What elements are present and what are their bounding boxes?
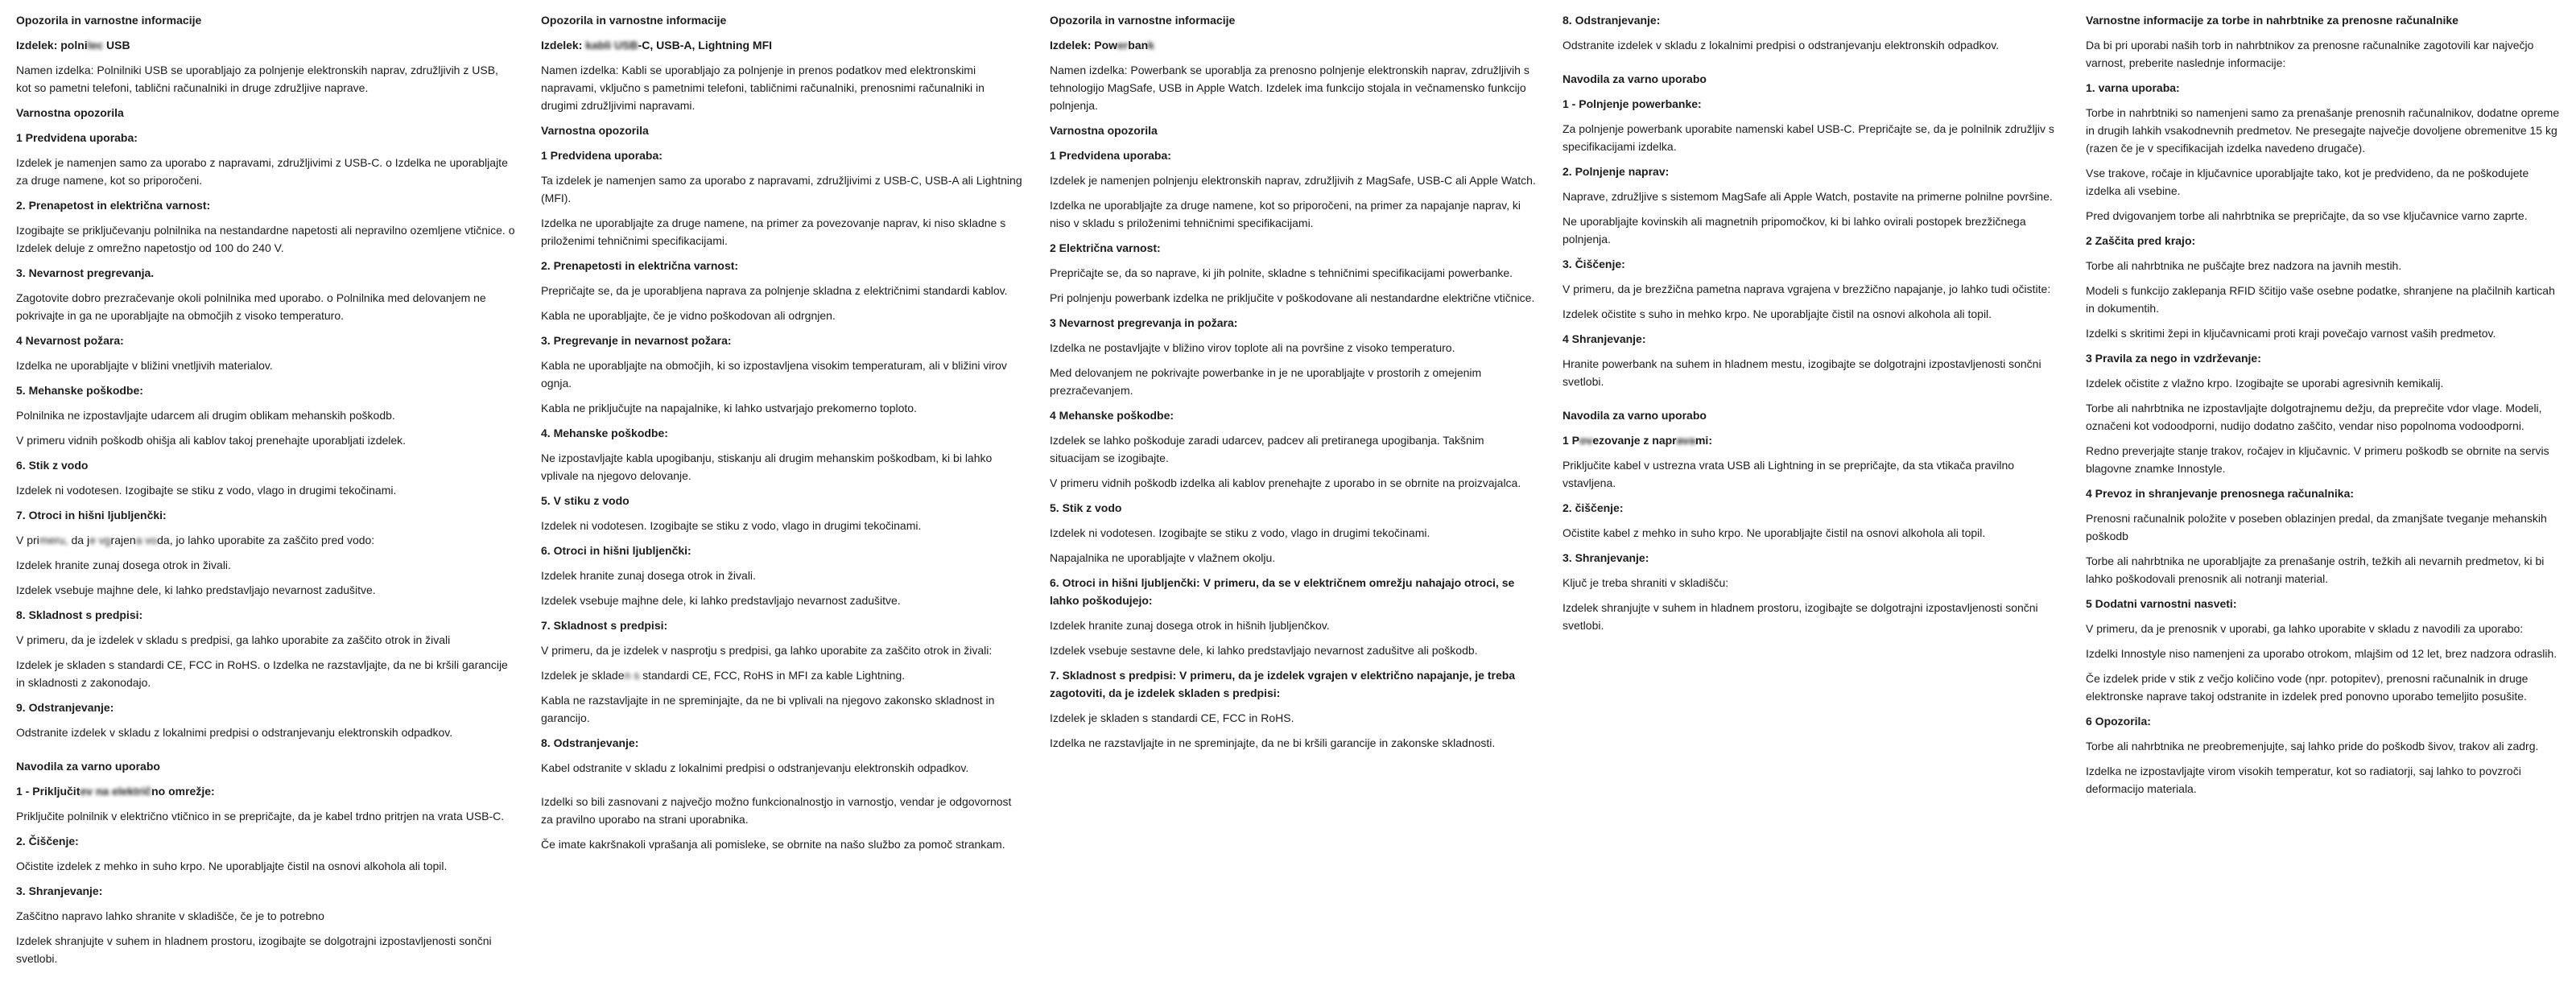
heading: 3. Nevarnost pregrevanja. [16, 266, 155, 279]
heading: 4. Mehanske poškodbe: [541, 427, 668, 439]
heading: 3 Nevarnost pregrevanja in požara: [1050, 316, 1238, 329]
paragraph: Izdelka ne postavljajte v bližino virov toplote ali na površine z visoko temperaturo. [1050, 341, 1455, 354]
redacted-text: e vg [89, 534, 111, 546]
heading [16, 782, 515, 800]
paragraph: Odstranite izdelek v skladu z lokalnimi predpisi o odstranjevanju elektronskih odpadkov. [16, 726, 453, 739]
paragraph: Torbe ali nahrbtnika ne puščajte brez nadzora na javnih mestih. [2086, 259, 2402, 272]
paragraph: Zagotovite dobro prezračevanje okoli polnilnika med uporabo. o Polnilnika med delovanjem ne pokrivajte in ga ne uporabljajte na območjih z visoko temperaturo. [16, 291, 486, 322]
paragraph: Torbe ali nahrbtnika ne izpostavljajte dolgotrajnemu dežju, da preprečite vdor vlage. Modeli, označeni kot vodoodporni, nudijo dodatno zaščito, vendar niso popolnoma vodoodporni. [2086, 402, 2542, 432]
text-run: da, jo lahko uporabite za zaščito pred vodo: [157, 534, 375, 546]
redacted-text: er [1117, 39, 1129, 52]
heading: 3. Shranjevanje: [1563, 551, 1649, 564]
heading: Opozorila in varnostne informacije [16, 14, 202, 27]
paragraph: Prepričajte se, da so naprave, ki jih polnite, skladne s tehničnimi specifikacijami powerbanke. [1050, 266, 1513, 279]
paragraph: Če izdelek pride v stik z večjo količino vode (npr. potopitev), prenosni računalnik in druge elektronske naprave takoj odstranite in izdelek pred ponovno uporabo temeljito posušite. [2086, 672, 2529, 703]
paragraph: Namen izdelka: Powerbank se uporablja za prenosno polnjenje elektronskih naprav, združljivih s tehnologijo MagSafe, USB in Apple Watch. Izdelek ima funkcijo stojala in večnamensko funkcijo polnjenja. [1050, 64, 1530, 112]
paragraph: Izdelek hranite zunaj dosega otrok in hišnih ljubljenčkov. [1050, 619, 1330, 632]
paragraph: V primeru, da je izdelek v skladu s predpisi, ga lahko uporabite za zaščito otrok in živali [16, 633, 451, 646]
paragraph: Da bi pri uporabi naših torb in nahrbtnikov za prenosne računalnike zagotovili kar največjo varnost, preberite naslednje informacije: [2086, 39, 2534, 69]
text-run: no omrežje: [151, 785, 215, 798]
paragraph: Priključite polnilnik v električno vtičnico in se prepričajte, da je kabel trdno pritrjen na vrata USB-C. [16, 810, 505, 823]
heading: 1 Predvidena uporaba: [1050, 149, 1171, 162]
paragraph: Izdelek shranjujte v suhem in hladnem prostoru, izogibajte se dolgotrajni izpostavljenosti sončni svetlobi. [1563, 601, 2038, 632]
paragraph: Izdelek hranite zunaj dosega otrok in živali. [16, 559, 231, 571]
heading: 5. V stiku z vodo [541, 494, 630, 507]
heading: 6. Otroci in hišni ljubljenčki: [541, 544, 691, 557]
heading: 5. Mehanske poškodbe: [16, 384, 143, 397]
paragraph: Izdelek ni vodotesen. Izogibajte se stiku z vodo, vlago in drugimi tekočinami. [541, 519, 922, 532]
redacted-text: ov [1579, 434, 1593, 447]
heading: 5. Stik z vodo [1050, 501, 1122, 514]
paragraph: Odstranite izdelek v skladu z lokalnimi predpisi o odstranjevanju elektronskih odpadkov. [1563, 39, 2000, 52]
paragraph: Izdelek ni vodotesen. Izogibajte se stiku z vodo, vlago in drugimi tekočinami. [1050, 526, 1430, 539]
heading: 4 Shranjevanje: [1563, 332, 1646, 345]
paragraph: Torbe ali nahrbtnika ne uporabljajte za prenašanje ostrih, težkih ali nevarnih predmetov, ki bi lahko poškodovali prenosnik ali notranji material. [2086, 555, 2545, 585]
column-5 [2086, 11, 2566, 1006]
text-run: -C, USB-A, Lightning MFI [638, 39, 773, 52]
heading: 6. Otroci in hišni ljubljenčki: V primeru, da se v električnem omrežju nahajajo otroci, se lahko poškodujejo: [1050, 576, 1515, 607]
heading [1050, 36, 1537, 54]
paragraph: Kabla ne uporabljajte na območjih, ki so izpostavljena visokim temperaturam, ali v bližini virov ognja. [541, 359, 1007, 390]
heading: Navodila za varno uporabo [1563, 72, 1707, 85]
paragraph: Izdelek hranite zunaj dosega otrok in živali. [541, 569, 756, 582]
redacted-text: n s [624, 669, 640, 682]
heading [541, 36, 1024, 54]
heading: 9. Odstranjevanje: [16, 701, 114, 714]
heading: 6. Stik z vodo [16, 459, 89, 472]
paragraph: Ne izpostavljajte kabla upogibanju, stiskanju ali drugim mehanskim poškodbam, ki bi lahko vplivale na njegovo delovanje. [541, 451, 993, 482]
paragraph: Modeli s funkcijo zaklepanja RFID ščitijo vaše osebne podatke, shranjene na plačilnih karticah in dokumentih. [2086, 284, 2555, 315]
paragraph: Naprave, združljive s sistemom MagSafe ali Apple Watch, postavite na primerne polnilne površine. [1563, 190, 2053, 203]
paragraph: Izdelek očistite s suho in mehko krpo. Ne uporabljajte čistil na osnovi alkohola ali topil. [1563, 307, 1992, 320]
redacted-text: ava [1676, 434, 1695, 447]
paragraph: Med delovanjem ne pokrivajte powerbanke in je ne uporabljajte v prostorih z omejenim prezračevanjem. [1050, 366, 1482, 397]
heading: Opozorila in varnostne informacije [541, 14, 727, 27]
paragraph: Če imate kakršnakoli vprašanja ali pomisleke, se obrnite na našo službo za pomoč strankam. [541, 838, 1005, 851]
heading: 7. Skladnost s predpisi: V primeru, da je izdelek vgrajen v električno napajanje, je treba zagotoviti, da je izdelek skladen s predpisi: [1050, 669, 1516, 699]
heading: 3. Pregrevanje in nevarnost požara: [541, 334, 732, 347]
paragraph: Priključite kabel v ustrezna vrata USB ali Lightning in se prepričajte, da sta vtikača pravilno vstavljena. [1563, 459, 2015, 489]
paragraph: V primeru vidnih poškodb ohišja ali kablov takoj prenehajte uporabljati izdelek. [16, 434, 407, 447]
paragraph: Pri polnjenju powerbank izdelka ne priključite v poškodovane ali nestandardne električne vtičnice. [1050, 291, 1535, 304]
text-run: Izdelek: [541, 39, 586, 52]
paragraph: Izdelek ni vodotesen. Izogibajte se stiku z vodo, vlago in drugimi tekočinami. [16, 484, 397, 497]
heading: Opozorila in varnostne informacije [1050, 14, 1236, 27]
paragraph: Zaščitno napravo lahko shranite v skladišče, če je to potrebno [16, 909, 324, 922]
paragraph: V primeru, da je prenosnik v uporabi, ga lahko uporabite v skladu z navodili za uporabo: [2086, 622, 2524, 635]
paragraph: Kabla ne priključujte na napajalnike, ki lahko ustvarjajo prekomerno toploto. [541, 402, 917, 414]
paragraph: Izdelek se lahko poškoduje zaradi udarcev, padcev ali pretiranega upogibanja. Takšnim situacijam se izogibajte. [1050, 434, 1484, 464]
paragraph: Torbe ali nahrbtnika ne preobremenjujte, saj lahko pride do poškodb šivov, trakov ali zadrg. [2086, 740, 2539, 752]
column-2 [541, 11, 1024, 1006]
heading [16, 36, 515, 54]
heading: Navodila za varno uporabo [1563, 409, 1707, 422]
paragraph: Kabel odstranite v skladu z lokalnimi predpisi o odstranjevanju elektronskih odpadkov. [541, 761, 969, 774]
heading: 2 Zaščita pred krajo: [2086, 234, 2196, 247]
heading: 1. varna uporaba: [2086, 81, 2180, 94]
text-run: ezovanje z napr [1592, 434, 1677, 447]
heading: 2. Prenapetosti in električna varnost: [541, 259, 739, 272]
paragraph: Izdelek je namenjen polnjenju elektronskih naprav, združljivih z MagSafe, USB-C ali Apple Watch. [1050, 174, 1536, 187]
text-run: 1 - Priključit [16, 785, 80, 798]
paragraph: V primeru vidnih poškodb izdelka ali kablov prenehajte z uporabo in se obrnite na proizvajalca. [1050, 476, 1521, 489]
text-run: Izdelek: Pow [1050, 39, 1118, 52]
text-run: standardi CE, FCC, RoHS in MFI za kable Lightning. [639, 669, 906, 682]
redacted-text: meru, [39, 534, 72, 546]
heading: 2. Polnjenje naprav: [1563, 165, 1670, 178]
heading: Varnostna opozorila [16, 106, 124, 119]
paragraph: Izdelka ne izpostavljajte virom visokih temperatur, kot so radiatorji, saj lahko to povzroči deformacijo materiala. [2086, 765, 2521, 795]
paragraph: Izdelek shranjujte v suhem in hladnem prostoru, izogibajte se dolgotrajni izpostavljenosti sončni svetlobi. [16, 934, 492, 965]
redacted-text: a vo [135, 534, 158, 546]
paragraph [16, 531, 515, 549]
text-run: 1 P [1563, 434, 1580, 447]
paragraph: Izdelek vsebuje majhne dele, ki lahko predstavljajo nevarnost zadušitve. [16, 583, 376, 596]
column-4 [1563, 11, 2060, 1006]
heading: 5 Dodatni varnostni nasveti: [2086, 597, 2237, 610]
paragraph: Napajalnika ne uporabljajte v vlažnem okolju. [1050, 551, 1276, 564]
heading: Navodila za varno uporabo [16, 760, 160, 773]
paragraph: Izdelek je skladen s standardi CE, FCC in RoHS. o Izdelka ne razstavljajte, da ne bi kršili garancije in skladnosti z zakonodajo. [16, 658, 508, 689]
heading: 2. Čiščenje: [16, 835, 79, 847]
text-run: Izdelek: polni [16, 39, 88, 52]
paragraph: Izdelki so bili zasnovani z največjo možno funkcionalnostjo in varnostjo, vendar je odgovornost za pravilno uporabo na strani uporabnika. [541, 795, 1012, 826]
heading: Varnostna opozorila [541, 124, 649, 137]
paragraph: Hranite powerbank na suhem in hladnem mestu, izogibajte se dolgotrajni izpostavljenosti sončni svetlobi. [1563, 357, 2041, 388]
paragraph: Izdelek je skladen s standardi CE, FCC in RoHS. [1050, 711, 1294, 724]
paragraph: Očistite kabel z mehko in suho krpo. Ne uporabljajte čistil na osnovi alkohola ali topil. [1563, 526, 1986, 539]
heading: 8. Odstranjevanje: [1563, 14, 1661, 27]
heading: 1 Predvidena uporaba: [16, 131, 138, 144]
text-run: V pri [16, 534, 39, 546]
heading: 4 Nevarnost požara: [16, 334, 124, 347]
heading: 3. Shranjevanje: [16, 884, 103, 897]
paragraph: Vse trakove, ročaje in ključavnice uporabljajte tako, kot je predvideno, da ne poškodujete izdelka ali vsebine. [2086, 167, 2529, 197]
paragraph: Ta izdelek je namenjen samo za uporabo z napravami, združljivimi z USB-C, USB-A ali Lightning (MFI). [541, 174, 1022, 204]
paragraph: V primeru, da je izdelek v nasprotju s predpisi, ga lahko uporabite za zaščito otrok in živali: [541, 644, 993, 657]
paragraph: Ne uporabljajte kovinskih ali magnetnih pripomočkov, ki bi lahko ovirali postopek brezžičnega polnjenja. [1563, 215, 2026, 245]
paragraph: Namen izdelka: Kabli se uporabljajo za polnjenje in prenos podatkov med elektronskimi napravami, vključno s pametnimi telefoni, tabličnimi računalniki, prenosnimi računalniki in drugimi združljivimi napravami. [541, 64, 985, 112]
paragraph: Ključ je treba shraniti v skladišču: [1563, 576, 1729, 589]
heading: 8. Skladnost s predpisi: [16, 608, 143, 621]
paragraph: Izdelka ne uporabljajte za druge namene, na primer za povezovanje naprav, ki niso skladne s priloženimi tehničnimi specifikacijami. [541, 216, 1006, 247]
text-run: rajen [110, 534, 136, 546]
paragraph: Izdelki s skritimi žepi in ključavnicami proti kraji povečajo varnost vaših predmetov. [2086, 327, 2496, 340]
heading: 3. Čiščenje: [1563, 258, 1625, 270]
paragraph: Kabla ne uporabljajte, če je vidno poškodovan ali odrgnjen. [541, 309, 836, 322]
paragraph: Izdelek očistite z vlažno krpo. Izogibajte se uporabi agresivnih kemikalij. [2086, 377, 2444, 390]
redacted-text: kabli USB [585, 39, 638, 52]
paragraph: V primeru, da je brezžična pametna naprava vgrajena v brezžično napajanje, jo lahko tudi očistite: [1563, 282, 2051, 295]
heading: 2 Električna varnost: [1050, 241, 1161, 254]
paragraph: Izogibajte se priključevanju polnilnika na nestandardne napetosti ali nepravilno ozemljene vtičnice. o Izdelek deluje z omrežno napetostjo od 100 do 240 V. [16, 224, 515, 254]
paragraph: Izdelki Innostyle niso namenjeni za uporabo otrokom, mlajšim od 12 let, brez nadzora odraslih. [2086, 647, 2557, 660]
heading [1563, 431, 2060, 449]
heading: 4 Prevoz in shranjevanje prenosnega računalnika: [2086, 487, 2355, 500]
heading: 1 Predvidena uporaba: [541, 149, 663, 162]
paragraph: Namen izdelka: Polnilniki USB se uporabljajo za polnjenje elektronskih naprav, združljivih z USB, kot so pametni telefoni, tablični računalniki in druge združljive naprave. [16, 64, 498, 94]
heading: 2. Prenapetost in električna varnost: [16, 199, 211, 212]
heading: 6 Opozorila: [2086, 715, 2151, 728]
redacted-text: k [1148, 39, 1154, 52]
column-1 [16, 11, 515, 1006]
text-run: ban [1128, 39, 1149, 52]
paragraph [541, 666, 1024, 684]
paragraph: Očistite izdelek z mehko in suho krpo. Ne uporabljajte čistil na osnovi alkohola ali topil. [16, 860, 448, 872]
redacted-text: ev na električ [80, 785, 152, 798]
heading: Varnostne informacije za torbe in nahrbtnike za prenosne računalnike [2086, 14, 2458, 27]
paragraph: Pred dvigovanjem torbe ali nahrbtnika se prepričajte, da so vse ključavnice varno zaprte. [2086, 209, 2528, 222]
text-run: Izdelek je sklade [541, 669, 625, 682]
paragraph: Prepričajte se, da je uporabljena naprava za polnjenje skladna z električnimi standardi kablov. [541, 284, 1008, 297]
heading: 3 Pravila za nego in vzdrževanje: [2086, 352, 2261, 365]
text-run: mi: [1695, 434, 1712, 447]
paragraph: Kabla ne razstavljajte in ne spreminjajte, da ne bi vplivali na njegovo zakonsko skladnost in garancijo. [541, 694, 995, 724]
heading: Varnostna opozorila [1050, 124, 1158, 137]
heading: 1 - Polnjenje powerbanke: [1563, 97, 1702, 110]
heading: 4 Mehanske poškodbe: [1050, 409, 1174, 422]
heading: 8. Odstranjevanje: [541, 736, 639, 749]
paragraph: Torbe in nahrbtniki so namenjeni samo za prenašanje prenosnih računalnikov, dodatne opreme in drugih lahkih vsakodnevnih predmetov. Ne presegajte največje dovoljene obremenitve 15 kg (razen če je v specifikacijah izdelka navedeno drugače). [2086, 106, 2560, 155]
column-3 [1050, 11, 1537, 1006]
paragraph: Izdelek je namenjen samo za uporabo z napravami, združljivimi z USB-C. o Izdelka ne uporabljajte za druge namene, kot so priporočeni. [16, 156, 508, 187]
paragraph: Izdelek vsebuje sestavne dele, ki lahko predstavljajo nevarnost zadušitve ali poškodb. [1050, 644, 1478, 657]
paragraph: Polnilnika ne izpostavljajte udarcem ali drugim oblikam mehanskih poškodb. [16, 409, 395, 422]
text-run: da j [71, 534, 90, 546]
heading: 2. čiščenje: [1563, 501, 1624, 514]
heading: 7. Otroci in hišni ljubljenčki: [16, 509, 167, 522]
heading: 7. Skladnost s predpisi: [541, 619, 668, 632]
paragraph: Prenosni računalnik položite v poseben oblazinjen predal, da zmanjšate tveganje mehanskih poškodb [2086, 512, 2547, 542]
paragraph: Za polnjenje powerbank uporabite namenski kabel USB-C. Prepričajte se, da je polnilnik združljiv s specifikacijami izdelka. [1563, 122, 2054, 153]
paragraph: Izdelka ne uporabljajte v bližini vnetljivih materialov. [16, 359, 273, 372]
paragraph: Izdelek vsebuje majhne dele, ki lahko predstavljajo nevarnost zadušitve. [541, 594, 901, 607]
redacted-text: lec [87, 39, 104, 52]
paragraph: Izdelka ne uporabljajte za druge namene, kot so priporočeni, na primer za napajanje naprav, ki niso v skladu s priloženimi tehničnimi specifikacijami. [1050, 199, 1521, 229]
paragraph: Redno preverjajte stanje trakov, ročajev in ključavnic. V primeru poškodb se obrnite na servis blagovne znamke Innostyle. [2086, 444, 2549, 475]
text-run: USB [103, 39, 130, 52]
paragraph: Izdelka ne razstavljajte in ne spreminjajte, da ne bi kršili garancije in zakonske skladnosti. [1050, 736, 1496, 749]
